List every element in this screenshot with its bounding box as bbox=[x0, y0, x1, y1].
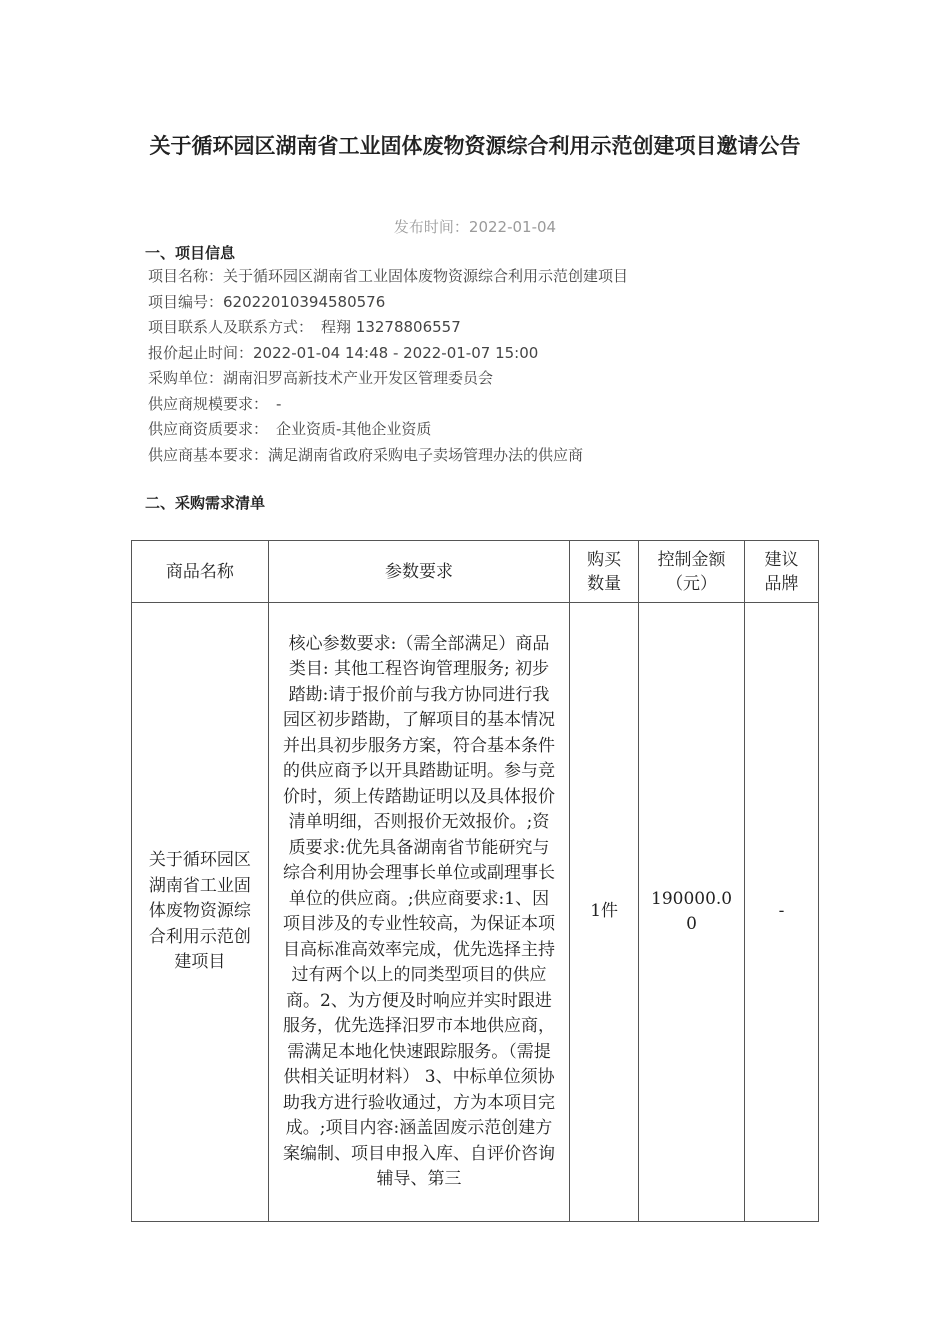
info-row-quote-period bbox=[148, 341, 628, 367]
info-row-project-name bbox=[148, 264, 628, 290]
info-label: 供应商资质要求： bbox=[148, 420, 269, 438]
info-label: 采购单位： bbox=[148, 369, 224, 387]
header-product-name: 商品名称 bbox=[132, 541, 269, 603]
info-row-supplier-scale bbox=[148, 392, 628, 418]
info-row-project-number bbox=[148, 290, 628, 316]
project-info-list bbox=[148, 264, 628, 468]
info-value: - bbox=[276, 394, 282, 413]
info-value: 企业资质-其他企业资质 bbox=[276, 420, 432, 438]
info-row-supplier-qualification bbox=[148, 417, 628, 443]
info-row-purchaser bbox=[148, 366, 628, 392]
info-label: 项目联系人及联系方式： bbox=[148, 318, 314, 336]
header-params: 参数要求 bbox=[268, 541, 569, 603]
cell-params bbox=[268, 603, 569, 1222]
info-row-contact bbox=[148, 315, 628, 341]
info-label: 项目名称： bbox=[148, 267, 224, 285]
info-label: 项目编号： bbox=[148, 292, 224, 311]
page-title: 关于循环园区湖南省工业固体废物资源综合利用示范创建项目邀请公告 bbox=[149, 134, 801, 158]
params-text: 核心参数要求:（需全部满足）商品类目: 其他工程咨询管理服务; 初步踏勘:请于报价前与我方协同进行我园区初步踏勘，了解项目的基本情况并出具初步服务方案，符合基本条件的供应商予以开具踏勘证明。参与竞价时，须上传踏勘证明以及具体报价清单明细，否则报价无效报价。;资质要求:优先具备湖南省节能研究与综合利用协会理事长单位或副理事长单位的供应商。;供应商要求:1、因项目涉及的专业性较高，为保证本项目高标准高效率完成，优先选择主持过有两个以上的同类型项目的供应商。2、为方便及时响应并实时跟进服务，优先选择汨罗市本地供应商，需满足本地化快速跟踪服务。（需提供相关证明材料） 3、中标单位须协助我方进行验收通过，方为本项目完成。;项目内容:涵盖固废示范创建方案编制、项目申报入库、自评价咨询辅导、第三 bbox=[282, 633, 555, 1189]
info-label: 供应商基本要求： bbox=[148, 445, 269, 464]
info-value: 62022010394580576 bbox=[223, 292, 386, 311]
cell-quantity: 1件 bbox=[570, 603, 639, 1222]
publish-time bbox=[0, 216, 950, 237]
cell-amount: 190000.00 bbox=[639, 603, 745, 1222]
info-value: 满足湖南省政府采购电子卖场管理办法的供应商 bbox=[268, 445, 584, 464]
info-value: 2022-01-04 14:48 - 2022-01-07 15:00 bbox=[253, 343, 539, 362]
publish-label: 发布时间： bbox=[393, 218, 469, 236]
table-header-row bbox=[132, 541, 819, 603]
header-quantity: 购买数量 bbox=[570, 541, 639, 603]
info-label: 供应商规模要求： bbox=[148, 394, 269, 413]
info-row-supplier-basic bbox=[148, 443, 628, 469]
info-value: 关于循环园区湖南省工业固体废物资源综合利用示范创建项目 bbox=[223, 267, 629, 285]
info-label: 报价起止时间： bbox=[148, 343, 254, 362]
cell-brand: - bbox=[745, 603, 819, 1222]
header-amount: 控制金额（元） bbox=[639, 541, 745, 603]
section-heading-requirements: 二、采购需求清单 bbox=[145, 494, 266, 512]
requirements-table bbox=[131, 540, 819, 1222]
cell-product-name: 关于循环园区湖南省工业固体废物资源综合利用示范创建项目 bbox=[132, 603, 269, 1222]
info-value: 程翔 13278806557 bbox=[321, 318, 461, 336]
table-row bbox=[132, 603, 819, 1222]
header-brand: 建议品牌 bbox=[745, 541, 819, 603]
info-value: 湖南汨罗高新技术产业开发区管理委员会 bbox=[223, 369, 494, 387]
section-heading-project-info: 一、项目信息 bbox=[145, 244, 236, 262]
publish-date: 2022-01-04 bbox=[468, 218, 557, 236]
